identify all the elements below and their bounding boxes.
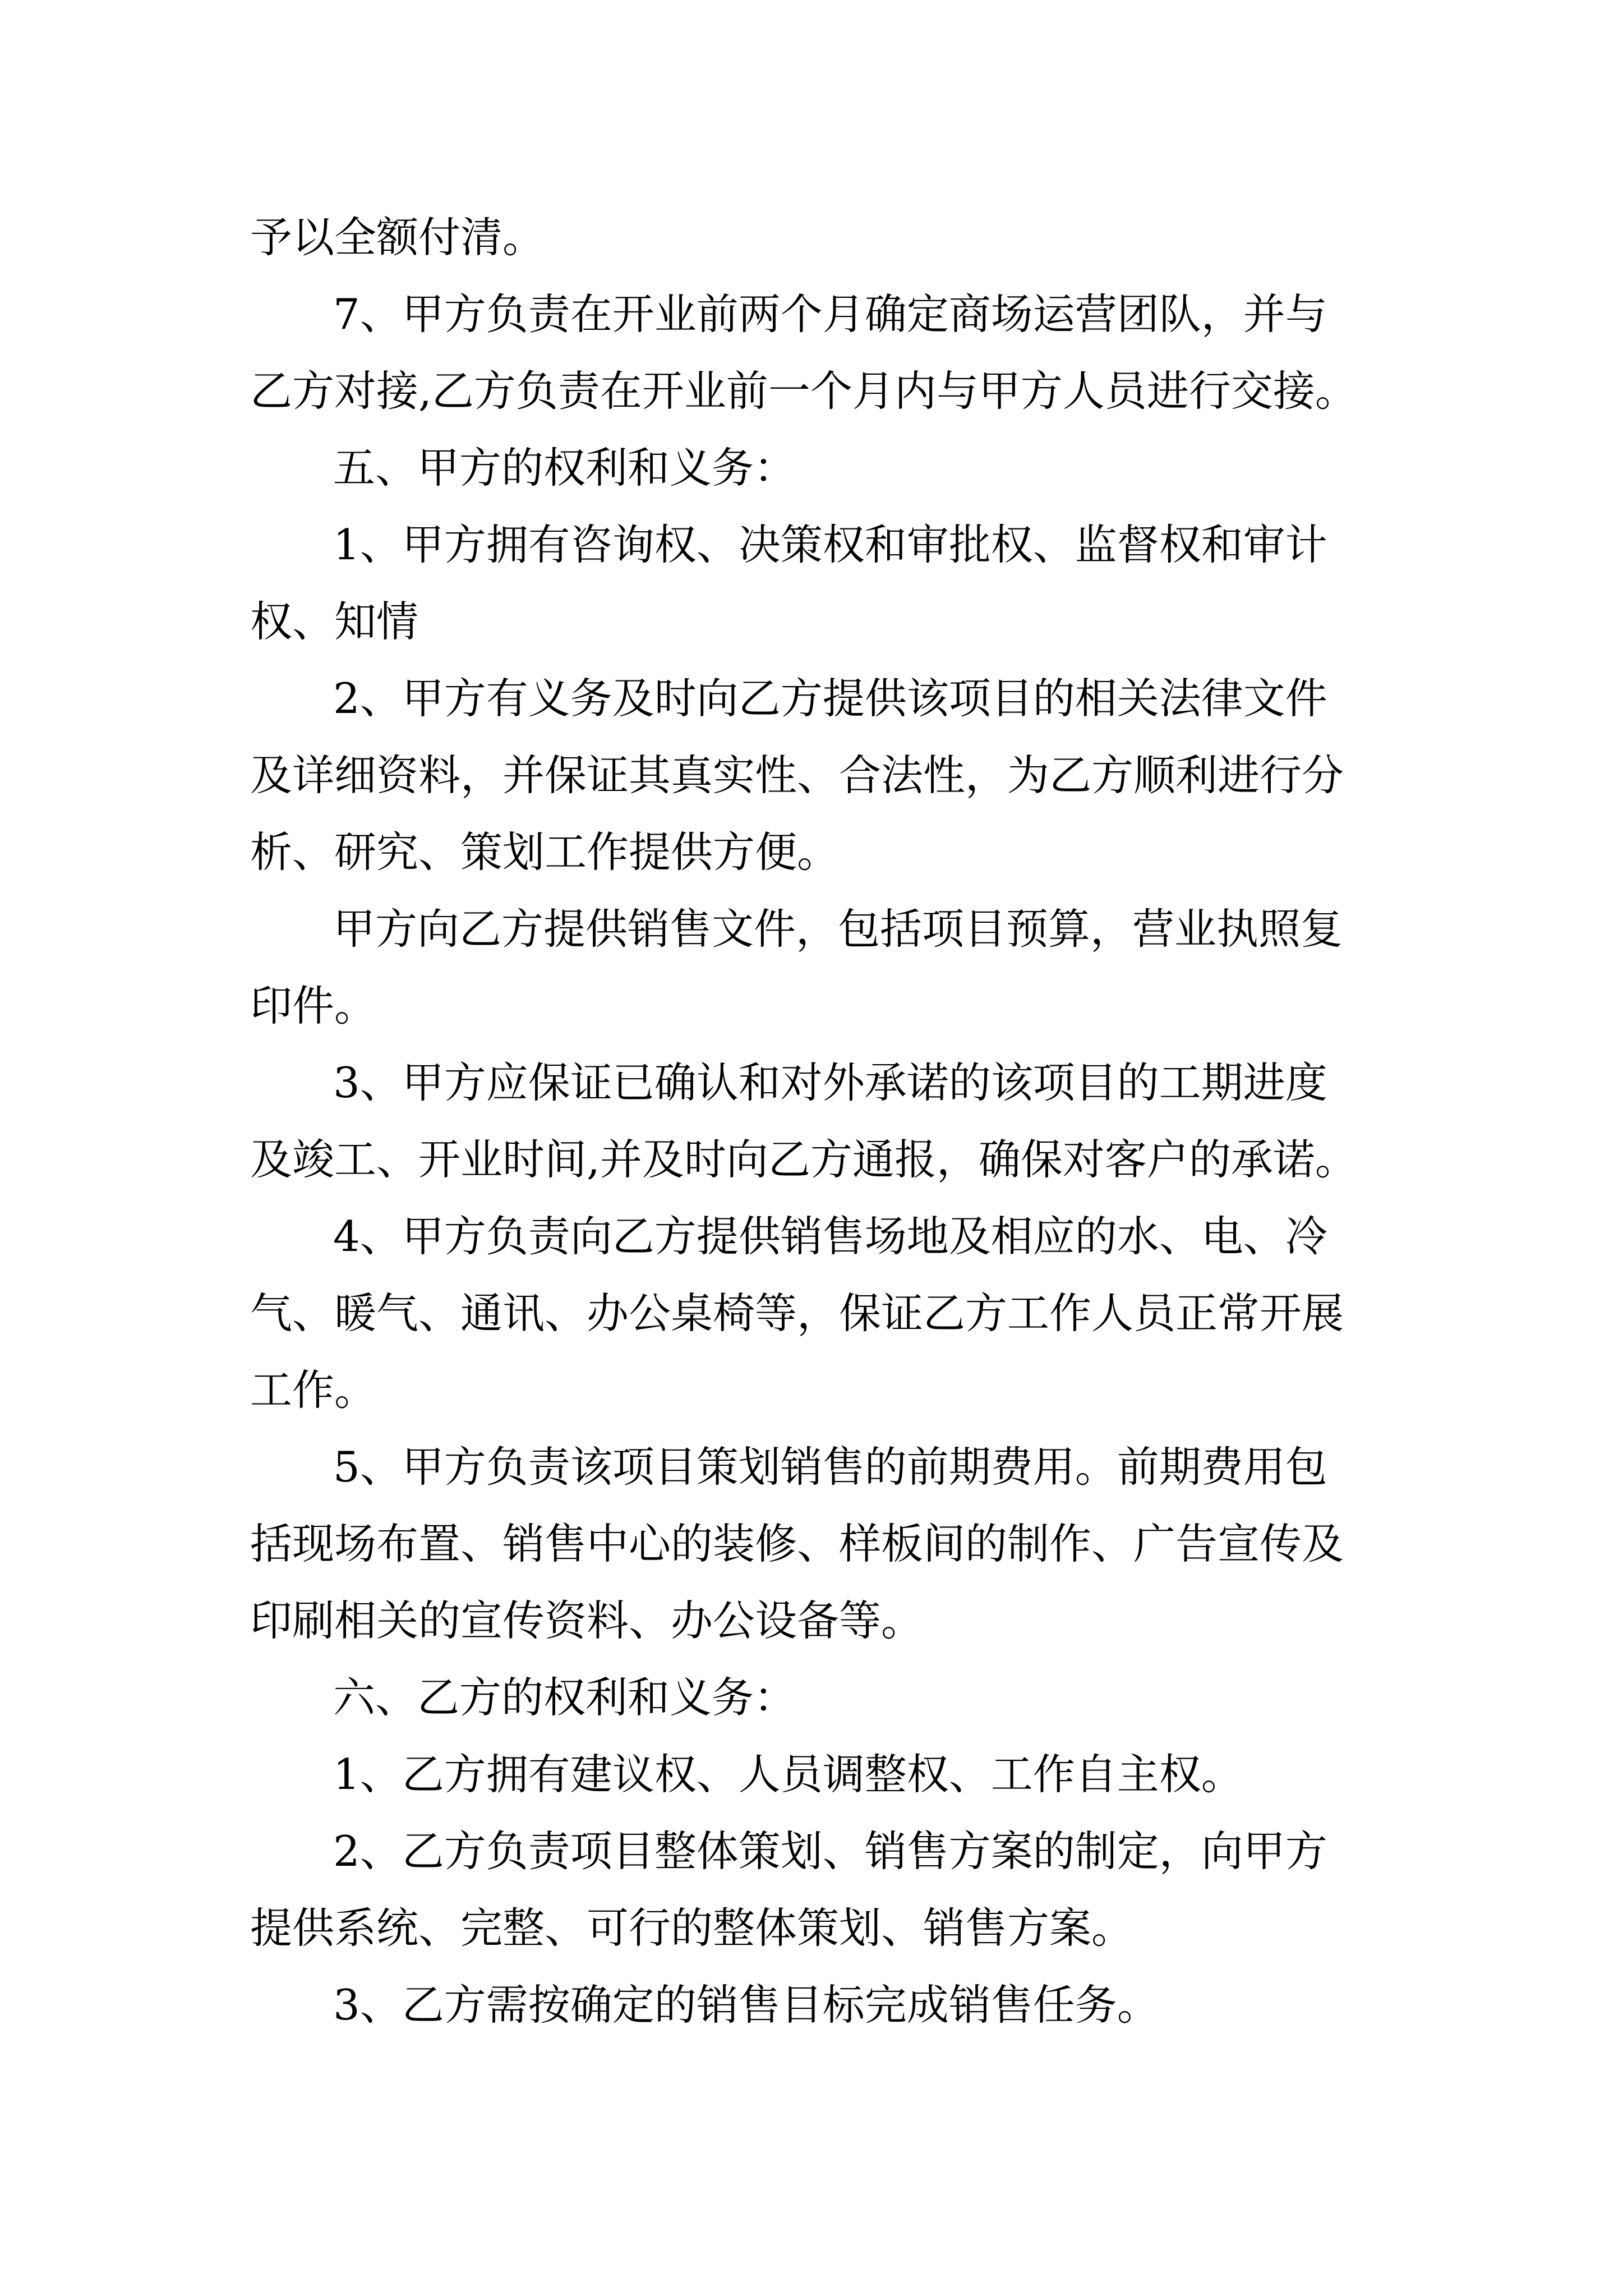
text-line: 2、乙方负责项目整体策划、销售方案的制定，向甲方 bbox=[333, 1826, 1327, 1876]
text-line: 权、知情 bbox=[250, 597, 419, 646]
text-line: 予以全额付清。 bbox=[250, 213, 545, 262]
text-line: 4、甲方负责向乙方提供销售场地及相应的水、电、冷 bbox=[333, 1212, 1327, 1261]
section-heading: 六、乙方的权利和义务： bbox=[333, 1673, 796, 1722]
text-line: 印刷相关的宣传资料、办公设备等。 bbox=[250, 1596, 924, 1645]
text-line: 1、乙方拥有建议权、人员调整权、工作自主权。 bbox=[333, 1750, 1243, 1799]
text-line: 5、甲方负责该项目策划销售的前期费用。前期费用包 bbox=[333, 1442, 1327, 1492]
text-line: 及详细资料，并保证其真实性、合法性，为乙方顺利进行分 bbox=[250, 751, 1344, 800]
text-line: 3、甲方应保证已确认和对外承诺的该项目的工期进度 bbox=[333, 1058, 1327, 1107]
text-line: 2、甲方有义务及时向乙方提供该项目的相关法律文件 bbox=[333, 674, 1327, 723]
text-line: 括现场布置、销售中心的装修、样板间的制作、广告宣传及 bbox=[250, 1519, 1344, 1568]
text-line: 析、研究、策划工作提供方便。 bbox=[250, 827, 840, 877]
text-line: 甲方向乙方提供销售文件，包括项目预算，营业执照复 bbox=[333, 904, 1343, 954]
text-line: 提供系统、完整、可行的整体策划、销售方案。 bbox=[250, 1903, 1134, 1953]
text-line: 1、甲方拥有咨询权、决策权和审批权、监督权和审计 bbox=[333, 520, 1327, 569]
text-line: 及竣工、开业时间,并及时向乙方通报，确保对客户的承诺。 bbox=[250, 1135, 1357, 1184]
text-line: 3、乙方需按确定的销售目标完成销售任务。 bbox=[333, 1980, 1159, 2030]
text-line: 7、甲方负责在开业前两个月确定商场运营团队，并与 bbox=[333, 289, 1327, 339]
text-line: 工作。 bbox=[250, 1365, 377, 1415]
text-line: 乙方对接,乙方负责在开业前一个月内与甲方人员进行交接。 bbox=[250, 366, 1357, 416]
section-heading: 五、甲方的权利和义务： bbox=[333, 443, 796, 493]
text-line: 印件。 bbox=[250, 981, 377, 1030]
text-line: 气、暖气、通讯、办公桌椅等，保证乙方工作人员正常开展 bbox=[250, 1289, 1344, 1338]
